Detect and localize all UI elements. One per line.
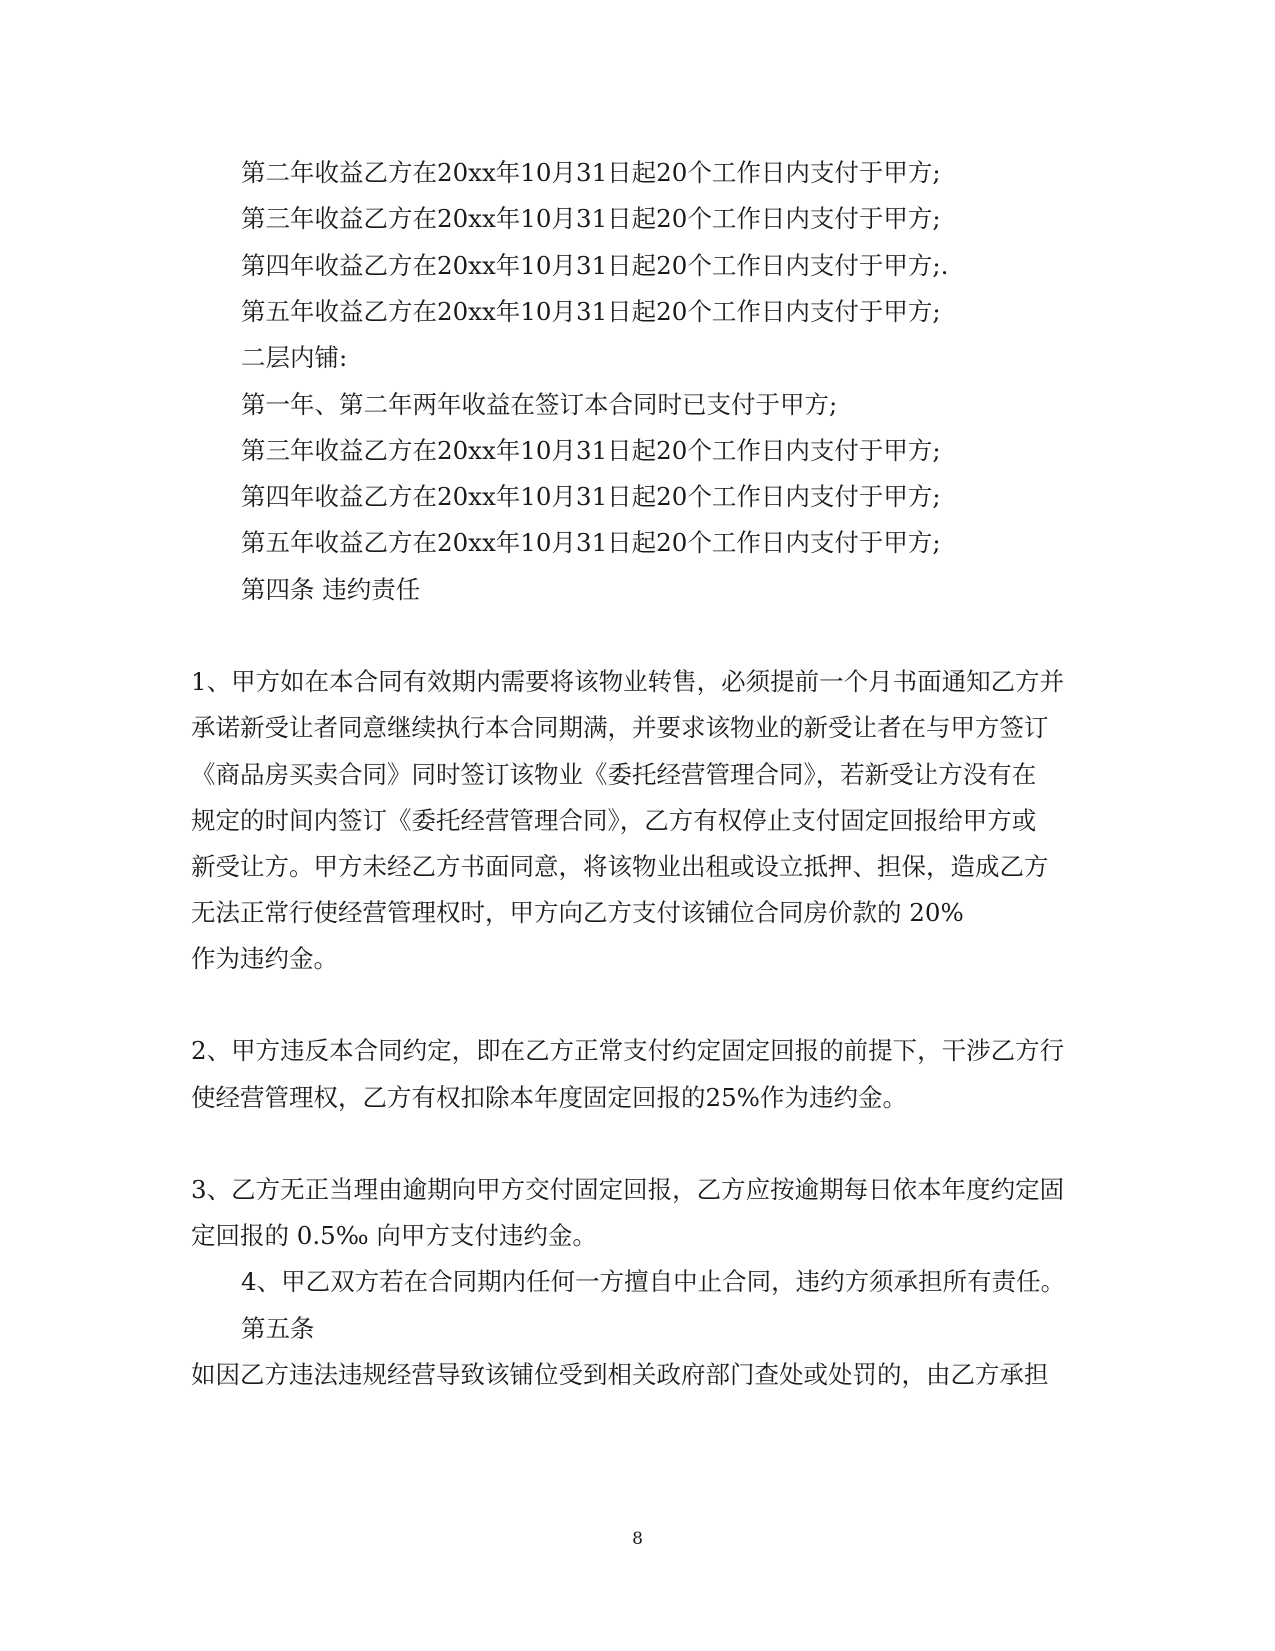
text-line: 第一年、第二年两年收益在签订本合同时已支付于甲方; bbox=[241, 390, 838, 419]
text-line: 新受让方。甲方未经乙方书面同意，将该物业出租或设立抵押、担保，造成乙方 bbox=[191, 852, 1049, 881]
text-line: 第二年收益乙方在20xx年10月31日起20个工作日内支付于甲方; bbox=[241, 158, 941, 187]
text-line: 第三年收益乙方在20xx年10月31日起20个工作日内支付于甲方; bbox=[241, 436, 941, 465]
text-line: 承诺新受让者同意继续执行本合同期满，并要求该物业的新受让者在与甲方签订 bbox=[191, 713, 1049, 742]
text-line: 第三年收益乙方在20xx年10月31日起20个工作日内支付于甲方; bbox=[241, 204, 941, 233]
text-line: 第五年收益乙方在20xx年10月31日起20个工作日内支付于甲方; bbox=[241, 297, 941, 326]
text-line: 4、甲乙双方若在合同期内任何一方擅自中止合同，违约方须承担所有责任。 bbox=[241, 1267, 1066, 1296]
text-line: 1、甲方如在本合同有效期内需要将该物业转售，必须提前一个月书面通知乙方并 bbox=[191, 667, 1065, 696]
text-line: 作为违约金。 bbox=[191, 944, 338, 973]
text-line: 定回报的 0.5‰ 向甲方支付违约金。 bbox=[191, 1221, 597, 1250]
text-line: 2、甲方违反本合同约定，即在乙方正常支付约定固定回报的前提下，干涉乙方行 bbox=[191, 1036, 1065, 1065]
text-line: 第四年收益乙方在20xx年10月31日起20个工作日内支付于甲方;. bbox=[241, 251, 949, 280]
text-line: 3、乙方无正当理由逾期向甲方交付固定回报，乙方应按逾期每日依本年度约定固 bbox=[191, 1175, 1065, 1204]
article-heading: 第四条 违约责任 bbox=[241, 575, 421, 604]
text-line: 使经营管理权，乙方有权扣除本年度固定回报的25%作为违约金。 bbox=[191, 1083, 907, 1112]
page-number: 8 bbox=[632, 1529, 643, 1549]
text-line: 如因乙方违法违规经营导致该铺位受到相关政府部门查处或处罚的，由乙方承担 bbox=[191, 1360, 1049, 1389]
text-line: 第四年收益乙方在20xx年10月31日起20个工作日内支付于甲方; bbox=[241, 482, 941, 511]
text-line: 《商品房买卖合同》同时签订该物业《委托经营管理合同》，若新受让方没有在 bbox=[191, 760, 1037, 789]
text-line: 规定的时间内签订《委托经营管理合同》，乙方有权停止支付固定回报给甲方或 bbox=[191, 806, 1037, 835]
text-line: 无法正常行使经营管理权时，甲方向乙方支付该铺位合同房价款的 20% bbox=[191, 898, 964, 927]
text-line: 第五年收益乙方在20xx年10月31日起20个工作日内支付于甲方; bbox=[241, 528, 941, 557]
section-label: 二层内铺: bbox=[241, 343, 348, 372]
article-heading: 第五条 bbox=[241, 1314, 315, 1343]
